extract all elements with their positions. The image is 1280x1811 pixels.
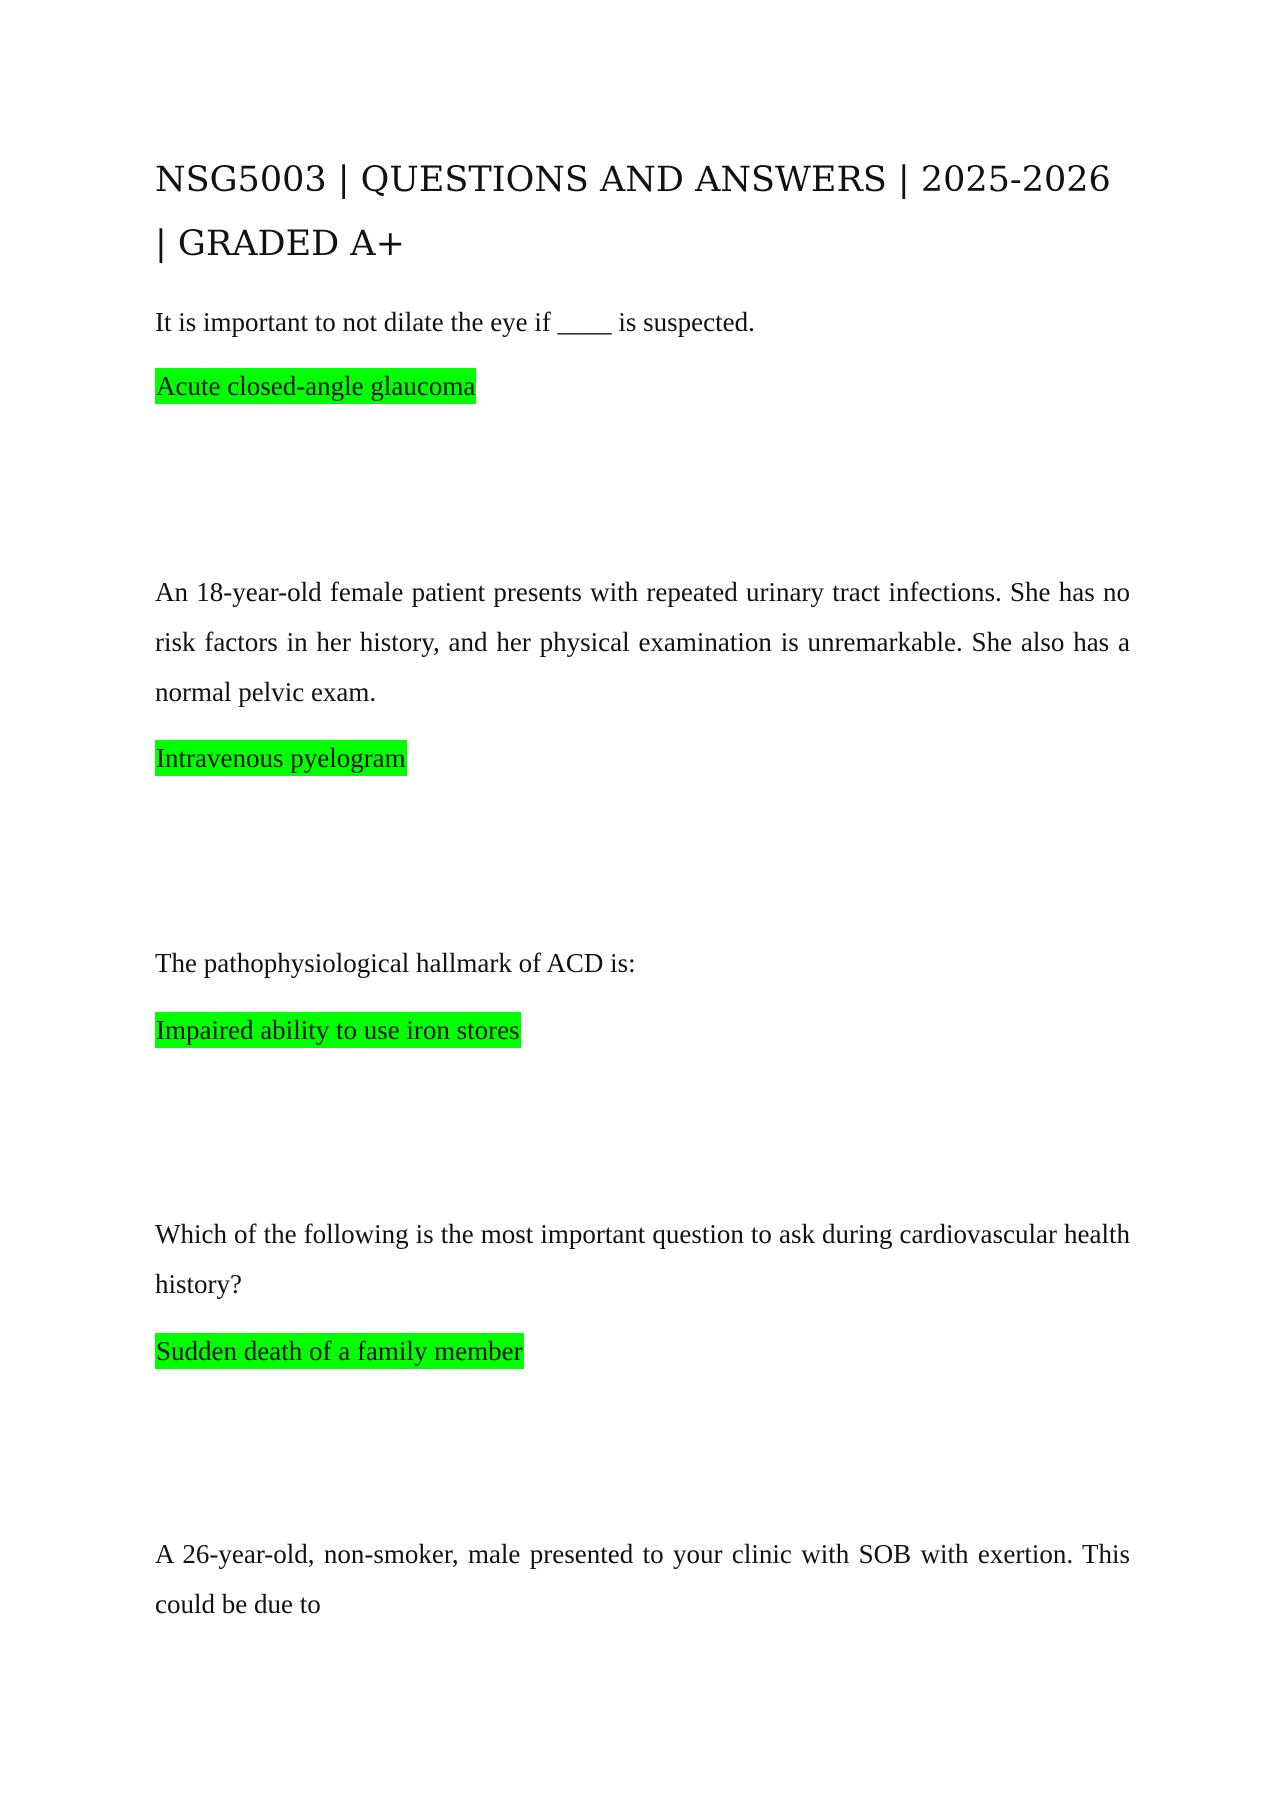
question-4: Which of the following is the most important question to ask during cardiovascular health history?: [155, 1219, 1130, 1299]
answer-3-highlight: Impaired ability to use iron stores: [155, 1012, 521, 1048]
question-5: A 26-year-old, non-smoker, male presented to your clinic with SOB with exertion. This could be due to: [155, 1539, 1130, 1619]
page-title: NSG5003 | QUESTIONS AND ANSWERS | 2025-2026 | GRADED A+: [155, 160, 1111, 264]
question-2: An 18-year-old female patient presents with repeated urinary tract infections. She has no risk factors in her history, and her physical examination is unremarkable. She also has a normal pelvic exam.: [155, 577, 1130, 707]
question-1: It is important to not dilate the eye if ____ is suspected.: [155, 307, 755, 337]
answer-1-highlight: Acute closed-angle glaucoma: [155, 368, 476, 404]
answer-4-highlight: Sudden death of a family member: [155, 1333, 524, 1369]
answer-2-highlight: Intravenous pyelogram: [155, 740, 407, 776]
question-3: The pathophysiological hallmark of ACD is:: [155, 948, 636, 978]
